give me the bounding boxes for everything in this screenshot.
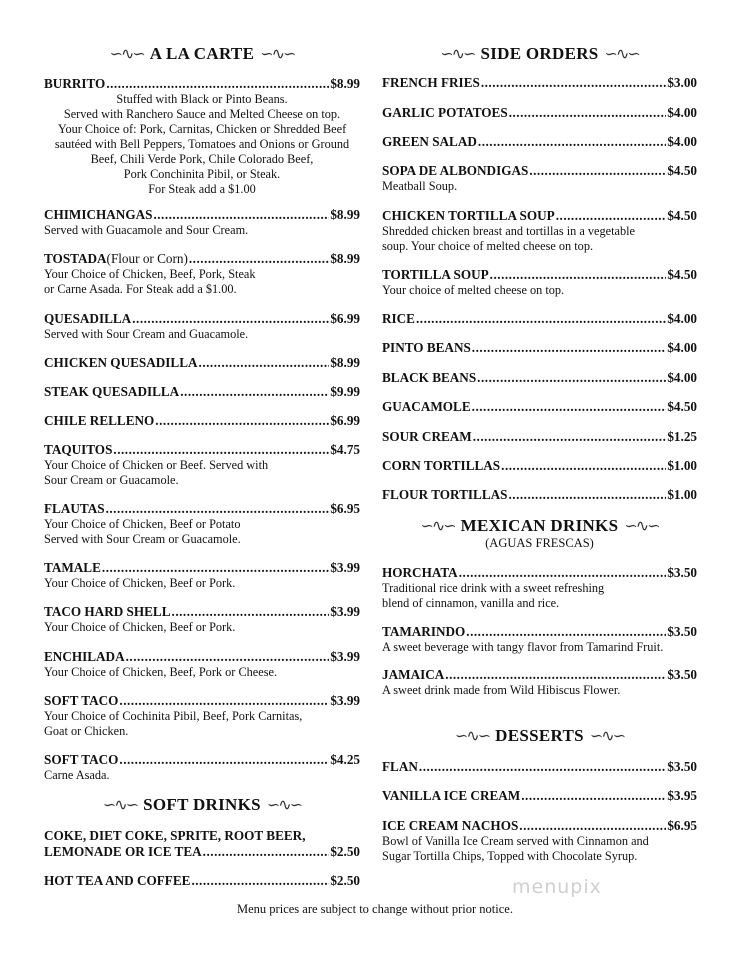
item-description: Traditional rice drink with a sweet refreshing blend of cinnamon, vanilla and rice. xyxy=(382,581,605,610)
ornament-right-icon: ∽∿∽ xyxy=(266,797,302,814)
menu-item-rice: RICE ..... $4.00 xyxy=(382,311,697,327)
menu-item-french-fries: FRENCH FRIES ..... $3.00 xyxy=(382,75,697,91)
menupix-watermark: menupix xyxy=(512,876,602,898)
menu-item-green-salad: GREEN SALAD ..... $4.00 xyxy=(382,134,697,150)
menu-item-tostada: TOSTADA (Flour or Corn) ..... $8.99 Your Choice of Chicken, Beef, Pork, Steak or Carne Asada. For Steak add a $1.00. xyxy=(44,251,360,297)
item-description: Carne Asada. xyxy=(44,768,110,782)
item-description: Your Choice of Chicken, Beef or Pork. xyxy=(44,576,236,590)
menu-item-garlic-potatoes: GARLIC POTATOES ..... $4.00 xyxy=(382,105,697,121)
menu-item-burrito: BURRITO ..... $8.99 Stuffed with Black or Pinto Beans. Served with Ranchero Sauce and Melted Cheese on top. Your Choice of: Pork, Carnitas, Chicken or Shredded Beef sautéed with Bell Peppers, Tomatoes and Onions or Ground Beef, Chili Verde Pork, Chile Colorado Beef, Pork Conchinita Pibil, or Steak. For Steak add a $1.00 xyxy=(44,76,360,197)
menu-item-steak-quesadilla: STEAK QUESADILLA ..... $9.99 xyxy=(44,384,360,400)
menu-item-sour-cream: SOUR CREAM ..... $1.25 xyxy=(382,429,697,445)
menu-item-jamaica: JAMAICA ..... $3.50 A sweet drink made from Wild Hibiscus Flower. xyxy=(382,667,697,698)
item-description: A sweet drink made from Wild Hibiscus Flower. xyxy=(382,683,621,697)
item-description: Your Choice of Chicken, Beef or Pork. xyxy=(44,620,236,634)
item-description: Your Choice of Chicken or Beef. Served with Sour Cream or Guacamole. xyxy=(44,458,269,487)
item-description: Your Choice of Chicken, Beef, Pork, Steak or Carne Asada. For Steak add a $1.00. xyxy=(44,267,256,296)
side-orders-heading: ∽∿∽ SIDE ORDERS ∽∿∽ xyxy=(440,44,639,63)
item-description: Stuffed with Black or Pinto Beans. Served with Ranchero Sauce and Melted Cheese on top. Your Choice of: Pork, Carnitas, Chicken or Shredded Beef sautéed with Bell Peppers, Tomatoes and Onions or Ground Beef, Chili Verde Pork, Chile Colorado Beef, Pork Conchinita Pibil, or Steak. For Steak add a $1.00 xyxy=(54,92,350,196)
item-description: Your Choice of Chicken, Beef or Potato Served with Sour Cream or Guacamole. xyxy=(44,517,241,546)
item-description: Your Choice of Chicken, Beef, Pork or Cheese. xyxy=(44,665,278,679)
menu-item-vanilla-ice-cream: VANILLA ICE CREAM ..... $3.95 xyxy=(382,788,697,804)
ornament-left-icon: ∽∿∽ xyxy=(454,728,490,745)
menu-item-chicken-tortilla-soup: CHICKEN TORTILLA SOUP ..... $4.50 Shredded chicken breast and tortillas in a vegetable soup. Your choice of melted cheese on top. xyxy=(382,208,697,254)
desserts-heading: ∽∿∽ DESSERTS ∽∿∽ xyxy=(454,726,625,745)
menu-item-sodas: COKE, DIET COKE, SPRITE, ROOT BEER, LEMONADE OR ICE TEA ..... $2.50 xyxy=(44,828,360,860)
menu-item-taquitos: TAQUITOS ..... $4.75 Your Choice of Chicken or Beef. Served with Sour Cream or Guacamole. xyxy=(44,442,360,488)
menu-item-flautas: FLAUTAS ..... $6.95 Your Choice of Chicken, Beef or Potato Served with Sour Cream or Guacamole. xyxy=(44,501,360,547)
a-la-carte-heading: ∽∿∽ A LA CARTE ∽∿∽ xyxy=(109,44,295,63)
item-description: Your choice of melted cheese on top. xyxy=(382,283,565,297)
ornament-left-icon: ∽∿∽ xyxy=(109,46,144,63)
menu-item-ice-cream-nachos: ICE CREAM NACHOS ..... $6.95 Bowl of Vanilla Ice Cream served with Cinnamon and Sugar Tortilla Chips, Topped with Chocolate Syrup. xyxy=(382,818,697,864)
menu-item-corn-tortillas: CORN TORTILLAS ..... $1.00 xyxy=(382,458,697,474)
menu-item-tamale: TAMALE ..... $3.99 Your Choice of Chicken, Beef or Pork. xyxy=(44,560,360,591)
menu-item-enchilada: ENCHILADA ..... $3.99 Your Choice of Chicken, Beef, Pork or Cheese. xyxy=(44,649,360,680)
item-description: Served with Sour Cream and Guacamole. xyxy=(44,327,249,341)
menu-item-hot-tea-coffee: HOT TEA AND COFFEE ..... $2.50 xyxy=(44,873,360,889)
item-description: Shredded chicken breast and tortillas in a vegetable soup. Your choice of melted cheese on top. xyxy=(382,224,636,253)
item-description: Bowl of Vanilla Ice Cream served with Cinnamon and Sugar Tortilla Chips, Topped with Chocolate Syrup. xyxy=(382,834,649,863)
menu-item-chile-relleno: CHILE RELLENO ..... $6.99 xyxy=(44,413,360,429)
item-description: A sweet beverage with tangy flavor from Tamarind Fruit. xyxy=(382,640,664,654)
menu-item-quesadilla: QUESADILLA ..... $6.99 Served with Sour Cream and Guacamole. xyxy=(44,311,360,342)
footer-note: Menu prices are subject to change without prior notice. xyxy=(237,902,513,916)
ornament-right-icon: ∽∿∽ xyxy=(624,518,659,535)
menu-item-soft-taco: SOFT TACO ..... $3.99 Your Choice of Cochinita Pibil, Beef, Pork Carnitas, Goat or Chicken. xyxy=(44,693,360,739)
menu-item-tamarindo: TAMARINDO ..... $3.50 A sweet beverage with tangy flavor from Tamarind Fruit. xyxy=(382,624,697,655)
ornament-left-icon: ∽∿∽ xyxy=(420,518,455,535)
ornament-left-icon: ∽∿∽ xyxy=(102,797,138,814)
menu-item-flan: FLAN ..... $3.50 xyxy=(382,759,697,775)
item-description: Your Choice of Cochinita Pibil, Beef, Pork Carnitas, Goat or Chicken. xyxy=(44,709,303,738)
menu-item-flour-tortillas: FLOUR TORTILLAS ..... $1.00 xyxy=(382,487,697,503)
menu-item-pinto-beans: PINTO BEANS ..... $4.00 xyxy=(382,340,697,356)
soft-drinks-heading: ∽∿∽ SOFT DRINKS ∽∿∽ xyxy=(102,795,302,814)
ornament-right-icon: ∽∿∽ xyxy=(260,46,295,63)
ornament-right-icon: ∽∿∽ xyxy=(604,46,639,63)
menu-item-taco-hard-shell: TACO HARD SHELL ..... $3.99 Your Choice of Chicken, Beef or Pork. xyxy=(44,604,360,635)
menu-item-chimichangas: CHIMICHANGAS ..... $8.99 Served with Guacamole and Sour Cream. xyxy=(44,207,360,238)
menu-item-black-beans: BLACK BEANS ..... $4.00 xyxy=(382,370,697,386)
item-description: Served with Guacamole and Sour Cream. xyxy=(44,223,249,237)
mexican-drinks-subtitle: (AGUAS FRESCAS) xyxy=(485,536,594,550)
menu-item-chicken-quesadilla: CHICKEN QUESADILLA ..... $8.99 xyxy=(44,355,360,371)
menu-item-sopa-de-albondigas: SOPA DE ALBONDIGAS ..... $4.50 Meatball Soup. xyxy=(382,163,697,194)
menu-item-guacamole: GUACAMOLE ..... $4.50 xyxy=(382,399,697,415)
ornament-right-icon: ∽∿∽ xyxy=(589,728,625,745)
mexican-drinks-heading: ∽∿∽ MEXICAN DRINKS ∽∿∽ xyxy=(420,516,659,535)
ornament-left-icon: ∽∿∽ xyxy=(440,46,475,63)
menu-item-soft-taco-carne-asada: SOFT TACO ..... $4.25 Carne Asada. xyxy=(44,752,360,783)
menu-item-tortilla-soup: TORTILLA SOUP ..... $4.50 Your choice of melted cheese on top. xyxy=(382,267,697,298)
item-description: Meatball Soup. xyxy=(382,179,458,193)
menu-item-horchata: HORCHATA ..... $3.50 Traditional rice drink with a sweet refreshing blend of cinnamon, vanilla and rice. xyxy=(382,565,697,611)
